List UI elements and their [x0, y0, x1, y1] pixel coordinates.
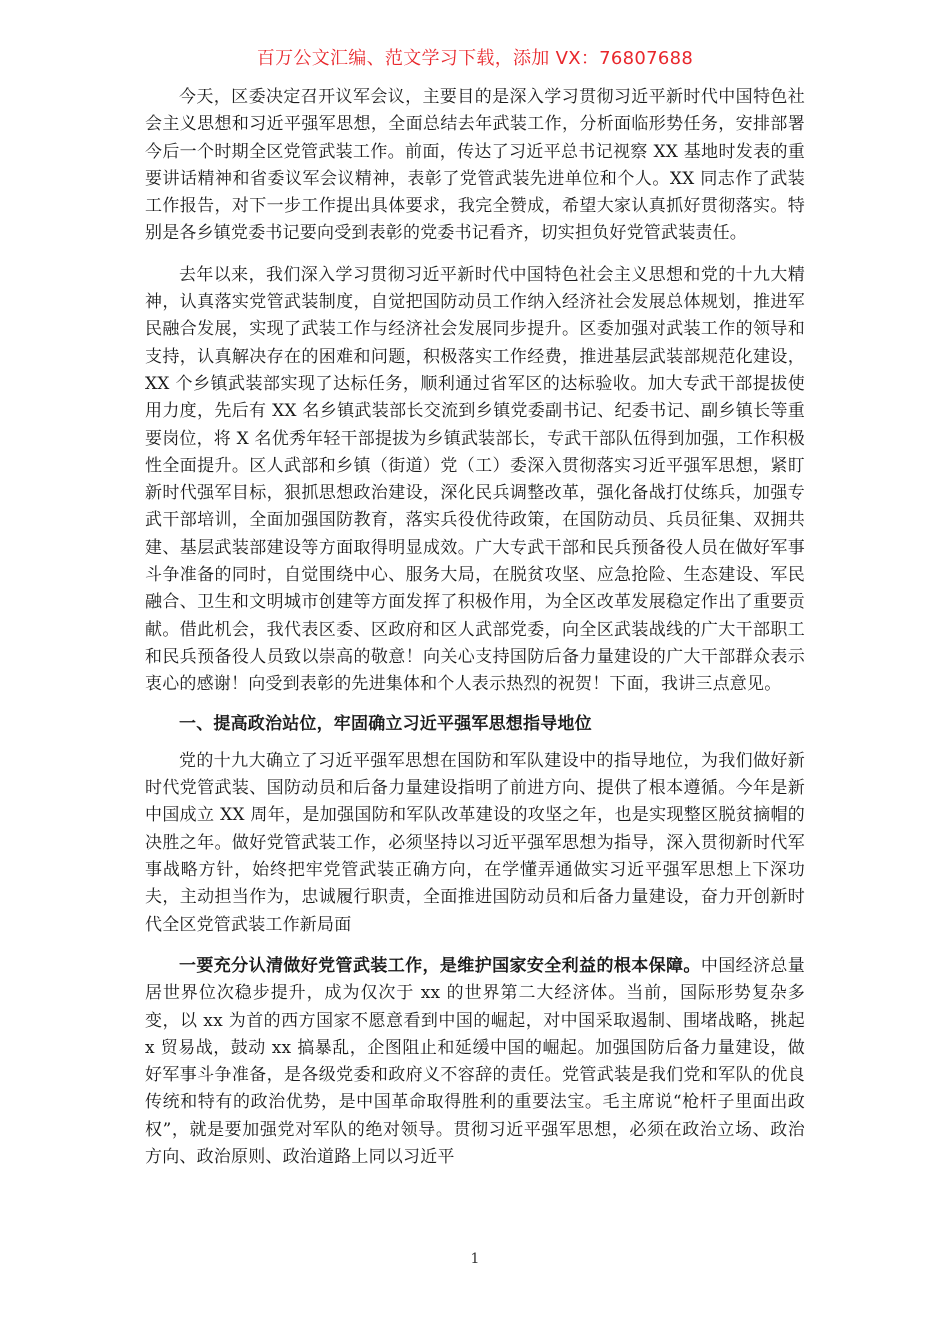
point-1-lead: 一要充分认清做好党管武装工作，是维护国家安全利益的根本保障。: [179, 955, 701, 976]
point-1-body: 中国经济总量居世界位次稳步提升，成为仅次于 xx 的世界第二大经济体。当前，国际形势复杂多变，以 xx 为首的西方国家不愿意看到中国的崛起，对中国采取遏制、围堵战略，挑起 x 贸易战，鼓动 xx 搞暴乱，企图阻止和延缓中国的崛起。加强国防后备力量建设，做好军事斗争准备，是各级党委和政府义不容辞的责任。党管武装是我们党和军队的优良传统和特有的政治优势，是中国革命取得胜利的重要法宝。毛主席说“枪杆子里面出政权”，就是要加强党对军队的绝对领导。贯彻习近平强军思想，必须在政治立场、政治方向、政治原则、政治道路上同以习近平: [145, 955, 805, 1167]
paragraph-point-1: [145, 953, 805, 1171]
section-heading-1: 一、提高政治站位，牢固确立习近平强军思想指导地位: [179, 713, 592, 734]
paragraph-opening: 今天，区委决定召开议军会议，主要目的是深入学习贯彻习近平新时代中国特色社会主义思想和习近平强军思想，全面总结去年武装工作，分析面临形势任务，安排部署今后一个时期全区党管武装工作。前面，传达了习近平总书记视察 XX 基地时发表的重要讲话精神和省委议军会议精神，表彰了党管武装先进单位和个人。XX 同志作了武装工作报告，对下一步工作提出具体要求，我完全赞成，希望大家认真抓好贯彻落实。特别是各乡镇党委书记要向受到表彰的党委书记看齐，切实担负好党管武装责任。: [145, 87, 805, 244]
header-banner: 百万公文汇编、范文学习下载，添加 VX：76807688: [256, 48, 694, 69]
document-body: [145, 84, 805, 1171]
page-number: 1: [470, 1251, 480, 1267]
paragraph-section-1-intro: 党的十九大确立了习近平强军思想在国防和军队建设中的指导地位，为我们做好新时代党管武装、国防动员和后备力量建设指明了前进方向、提供了根本遵循。今年是新中国成立 XX 周年，是加强国防和军队改革建设的攻坚之年，也是实现整区脱贫摘帽的决胜之年。做好党管武装工作，必须坚持以习近平强军思想为指导，深入贯彻新时代军事战略方针，始终把牢党管武装正确方向，在学懂弄通做实习近平强军思想上下深功夫，主动担当作为，忠诚履行职责，全面推进国防动员和后备力量建设，奋力开创新时代全区党管武装工作新局面: [145, 750, 805, 935]
paragraph-review: 去年以来，我们深入学习贯彻习近平新时代中国特色社会主义思想和党的十九大精神，认真落实党管武装制度，自觉把国防动员工作纳入经济社会发展总体规划，推进军民融合发展，实现了武装工作与经济社会发展同步提升。区委加强对武装工作的领导和支持，认真解决存在的困难和问题，积极落实工作经费，推进基层武装部规范化建设，XX 个乡镇武装部实现了达标任务，顺利通过省军区的达标验收。加大专武干部提拔使用力度，先后有 XX 名乡镇武装部长交流到乡镇党委副书记、纪委书记、副乡镇长等重要岗位，将 X 名优秀年轻干部提拔为乡镇武装部长，专武干部队伍得到加强，工作积极性全面提升。区人武部和乡镇（街道）党（工）委深入贯彻落实习近平强军思想，紧盯新时代强军目标，狠抓思想政治建设，深化民兵调整改革，强化备战打仗练兵，加强专武干部培训，全面加强国防教育，落实兵役优待政策，在国防动员、兵员征集、双拥共建、基层武装部建设等方面取得明显成效。广大专武干部和民兵预备役人员在做好军事斗争准备的同时，自觉围绕中心、服务大局，在脱贫攻坚、应急抢险、生态建设、军民融合、卫生和文明城市创建等方面发挥了积极作用，为全区改革发展稳定作出了重要贡献。借此机会，我代表区委、区政府和区人武部党委，向全区武装战线的广大干部职工和民兵预备役人员致以崇高的敬意！向关心支持国防后备力量建设的广大干部群众表示衷心的感谢！向受到表彰的先进集体和个人表示热烈的祝贺！下面，我讲三点意见。: [145, 264, 805, 695]
